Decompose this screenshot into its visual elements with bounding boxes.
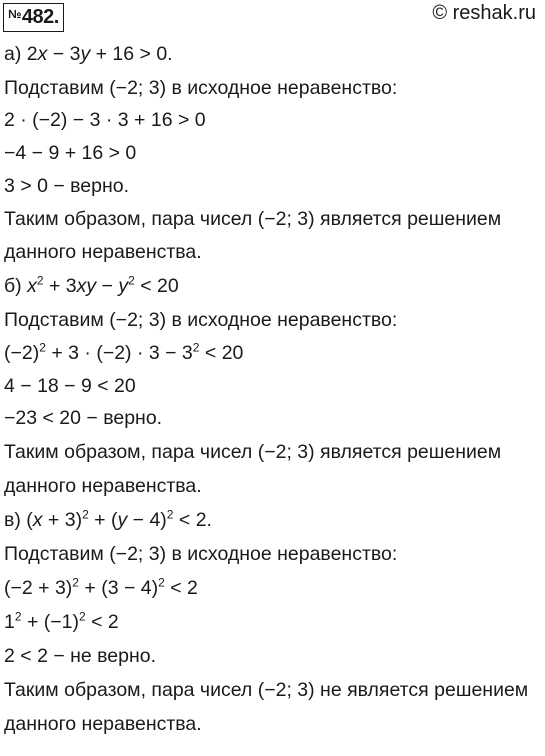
solution-line: 4 − 18 − 9 < 20 [4,375,136,397]
solution-line: 2 · (−2) − 3 · 3 + 16 > 0 [4,109,206,131]
solution-line: $(-2 + 3)^2 + (3 - 4)^2 < 2$ [4,575,198,599]
solution-line: Подставим (−2; 3) в исходное неравенство: [4,77,398,99]
solution-line: $(-2)^2 + 3 \cdot (-2) \cdot 3 - 3^2 < 20$ [4,340,244,364]
solution-line: Таким образом, пара чисел (−2; 3) не является решением [4,679,529,701]
site-credit: © reshak.ru [432,2,536,24]
solution-line: Подставим (−2; 3) в исходное неравенство: [4,543,398,565]
solution-line: данного неравенства. [4,713,202,735]
solution-line: в) $(x + 3)^2 + (y - 4)^2 < 2$. [4,507,212,531]
solution-line: Подставим (−2; 3) в исходное неравенство: [4,309,398,331]
solution-line: −23 < 20 − верно. [4,407,163,429]
solution-line: а) 2x − 3y + 16 > 0. [4,43,173,65]
problem-number: 482. [21,6,59,28]
problem-number-badge [3,3,64,32]
solution-line: 2 < 2 − не верно. [4,645,157,667]
solution-line: 3 > 0 − верно. [4,175,129,197]
solution-line: б) $x^2 + 3xy - y^2 < 20$ [4,273,179,297]
solution-line: данного неравенства. [4,241,202,263]
solution-line: Таким образом, пара чисел (−2; 3) является решением [4,441,502,463]
solution-line: данного неравенства. [4,475,202,497]
solution-line: $1^2 + (-1)^2 < 2$ [4,609,119,633]
solution-line: Таким образом, пара чисел (−2; 3) является решением [4,208,502,230]
solution-line: −4 − 9 + 16 > 0 [4,142,137,164]
number-sign: № [8,7,21,21]
